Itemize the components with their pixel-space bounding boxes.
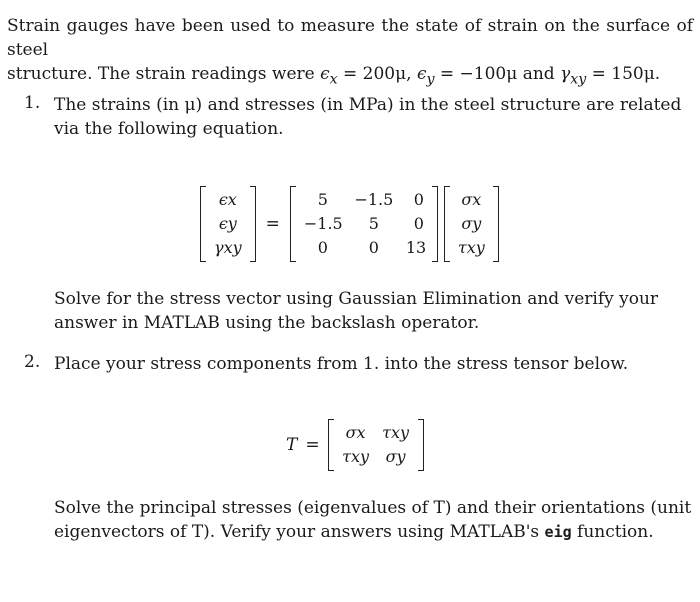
intro-line-2: structure. The strain readings were $\epsilon_x = 200\mu$, $\epsilon_y = -100\mu$ and $\gamma_{xy} = 150\mu$. (7, 64, 661, 88)
equals-sign: = (305, 435, 320, 455)
eig-function-name: eig (544, 523, 572, 541)
intro-paragraph (7, 14, 693, 91)
question-1-number: 1. (24, 93, 41, 113)
question-1-text: The strains (in μ) and stresses (in MPa) in the steel structure are related via the following equation. (54, 95, 682, 139)
strain-vector: ϵx ϵy γxy (200, 186, 256, 262)
strain-stress-equation (200, 186, 499, 262)
question-2-text: Place your stress components from 1. into the stress tensor below. (54, 354, 629, 374)
tensor-symbol: T (286, 435, 298, 455)
stress-tensor: σx τxy τxy σy (328, 419, 424, 471)
stress-tensor-equation (286, 419, 424, 471)
intro-line-1: Strain gauges have been used to measure the state of strain on the surface of steel (7, 16, 693, 60)
compliance-matrix: 5 −1.5 0 −1.5 5 0 0 0 13 (290, 186, 438, 262)
equals-sign: = (265, 214, 280, 234)
question-2-number: 2. (24, 352, 41, 372)
stress-vector: σx σy τxy (444, 186, 499, 262)
